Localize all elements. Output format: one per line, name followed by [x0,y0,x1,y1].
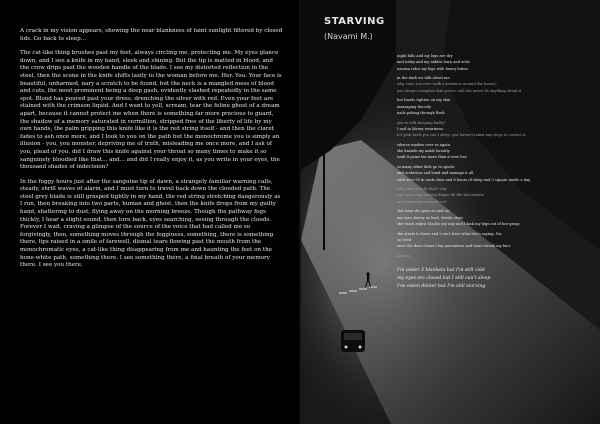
poem-stanza [397,97,597,116]
closing-line: I've eaten dinner but I'm still starving [397,283,486,289]
poem-stanza [397,208,597,227]
poem-line: with over 95 in each class and 8 hours of sleep and 3 square meals a day [397,177,531,182]
right-page [301,0,600,424]
prose-paragraph: The cat-like thing brushes past my feet, always circling me, protecting me. My eyes glance down, and I see a knife in my hand, sleek and shining. But the tip is matted in blood, and the crow drips past the wooden handle of the blade. I see my distorted reflection in the steel, then the scene in the knife shifts lazily to the woman before me. Her. You. Your face is beautiful, unharmed, nary a scratch to be found, but the neck is a mangled mess of blood and cuts, the most prominent being a deep gash, evidently slashed repeatedly in the same spot. Blood has poured past your dress, drenching the silver with red. Even your feet are stained with the crimson liquid. And I want to yell, scream, tear the feline ghost of a dream apart, because it cannot protect me when there is something far more precious to guard, the shadow of a memory saturated in vermillion, stripped free of the liberty of life by my own hands, the palm gripping this knife like it is the red string itself - and then the claret fades to ash once more, and I look to you on the path but the monochrome you is simply an illusion - you, you monster, depriving me of truth, misleading me once more, and I ask of you, plead of you, did I draw this knife against your throat so many times to make it so sanguinely bloodied like that... and... and did I really enjoy it, as you write in your eyes, the thousand shades of indecision? [20,50,282,171]
poem-line: this time she goes on and on [397,209,450,214]
poem-stanza [397,142,597,161]
poem-stanza [397,75,597,94]
closing-line: my eyes are closed but I still can't sleep [397,275,491,281]
poem-title: STARVING [324,16,385,27]
poem-line: nausea rules my legs with heavy lotion [397,66,468,71]
poem-line: and today and my ankles burn and ache [397,60,470,65]
poem-line-dim: why can't you do that? why [397,187,447,192]
poem-line: she kneads my ankle harshly [397,149,450,154]
poem-line: so tired [397,237,411,242]
street-light [323,130,325,250]
poem-line-dim: and removing yourself out? [397,199,447,204]
poem-line: once the door closes I lay motionless and tears streak my face [397,244,511,249]
poem-line-dim: why can't you ever walk a sentence around the house? [397,82,497,87]
prose-text [20,28,283,277]
poem-line: so many other kids go to sports [397,164,455,169]
poem-line: in the dark we talk about me. [397,76,451,81]
poem-author: (Navami M.) [324,32,373,41]
poem-line-dim: can't you stop leaving things till the last minute [397,193,484,198]
poem-stanza [397,120,597,139]
poem-line: I nod in bleary weariness. [397,126,445,131]
poem-stanza [397,231,597,250]
poem-line-dim: nausea [397,253,410,258]
poem-line: silence washes over us again. [397,142,452,147]
poem-line: nails poking through flesh [397,110,445,115]
car [341,330,365,352]
poem-line: she starts to leave and I can't hear what she's saying, I'm [397,231,502,236]
prose-paragraph: In the foggy hours just after the sanguine tip of dawn, a strangely familiar warning calls, steady, shrill waves of alarm, and I must turn to travel back down the clouded path. The steel grey blade is still grasped tightly in my hand, the red string stretching dangerously as I run, then breaking into two parts, human and ghost, then the knife drops from my guilty hand, shattering to dust, flying away on the morning breeze. Though the pathway fogs thickly, I hear a slight sound, then turn back, eyes searching, seeing through the clouds. Forever I wait, craving a glimpse of the source of the voice that had called me so forgivingly, then, something moves through the fogginess, something, there is something there, lips raised in a smile of farewell, dismal tears flowing past the mouth from the monochromatic eyes, a cat-like thing disappearing from me and haunting the feet on the bone-white path, something there. I see something there, a final breath of your memory there. I see you there. [20,178,281,269]
poem-stanza [397,253,597,259]
poem-line: she reads rubric blades my way and I kick my legs out of her grasp [397,221,520,226]
poem-stanza [397,164,597,183]
poem-body [397,53,597,294]
poem-line: my eyes, heavy as lead, slowly close [397,215,463,220]
poem-closing [397,267,597,291]
poem-line-dim: it's your fault you can't sleep. you haven't taken any steps to correct it. [397,133,527,138]
poem-line-dim: you always complain that you're cold but never do anything about it [397,88,522,93]
poem-line: until it pains far more than it ever has [397,155,467,160]
closing-line: I'm under 5 blankets but I'm still cold [397,267,485,273]
poem-line: massaging fiercely [397,104,432,109]
poem-stanza [397,186,597,205]
poem-line: night falls and my legs are dry [397,54,453,58]
poem-line: her hands tighten on my skin [397,98,451,103]
poem-line-dim: you're still sleeping badly? [397,120,446,125]
poem-line: and orchestra and band and manage it all [397,171,474,176]
prose-paragraph: A crack in my vision appears, showing the near blankness of faint sunlight filtered by closed lids. Go back to sleep... [20,28,283,42]
poem-stanza [397,53,597,72]
